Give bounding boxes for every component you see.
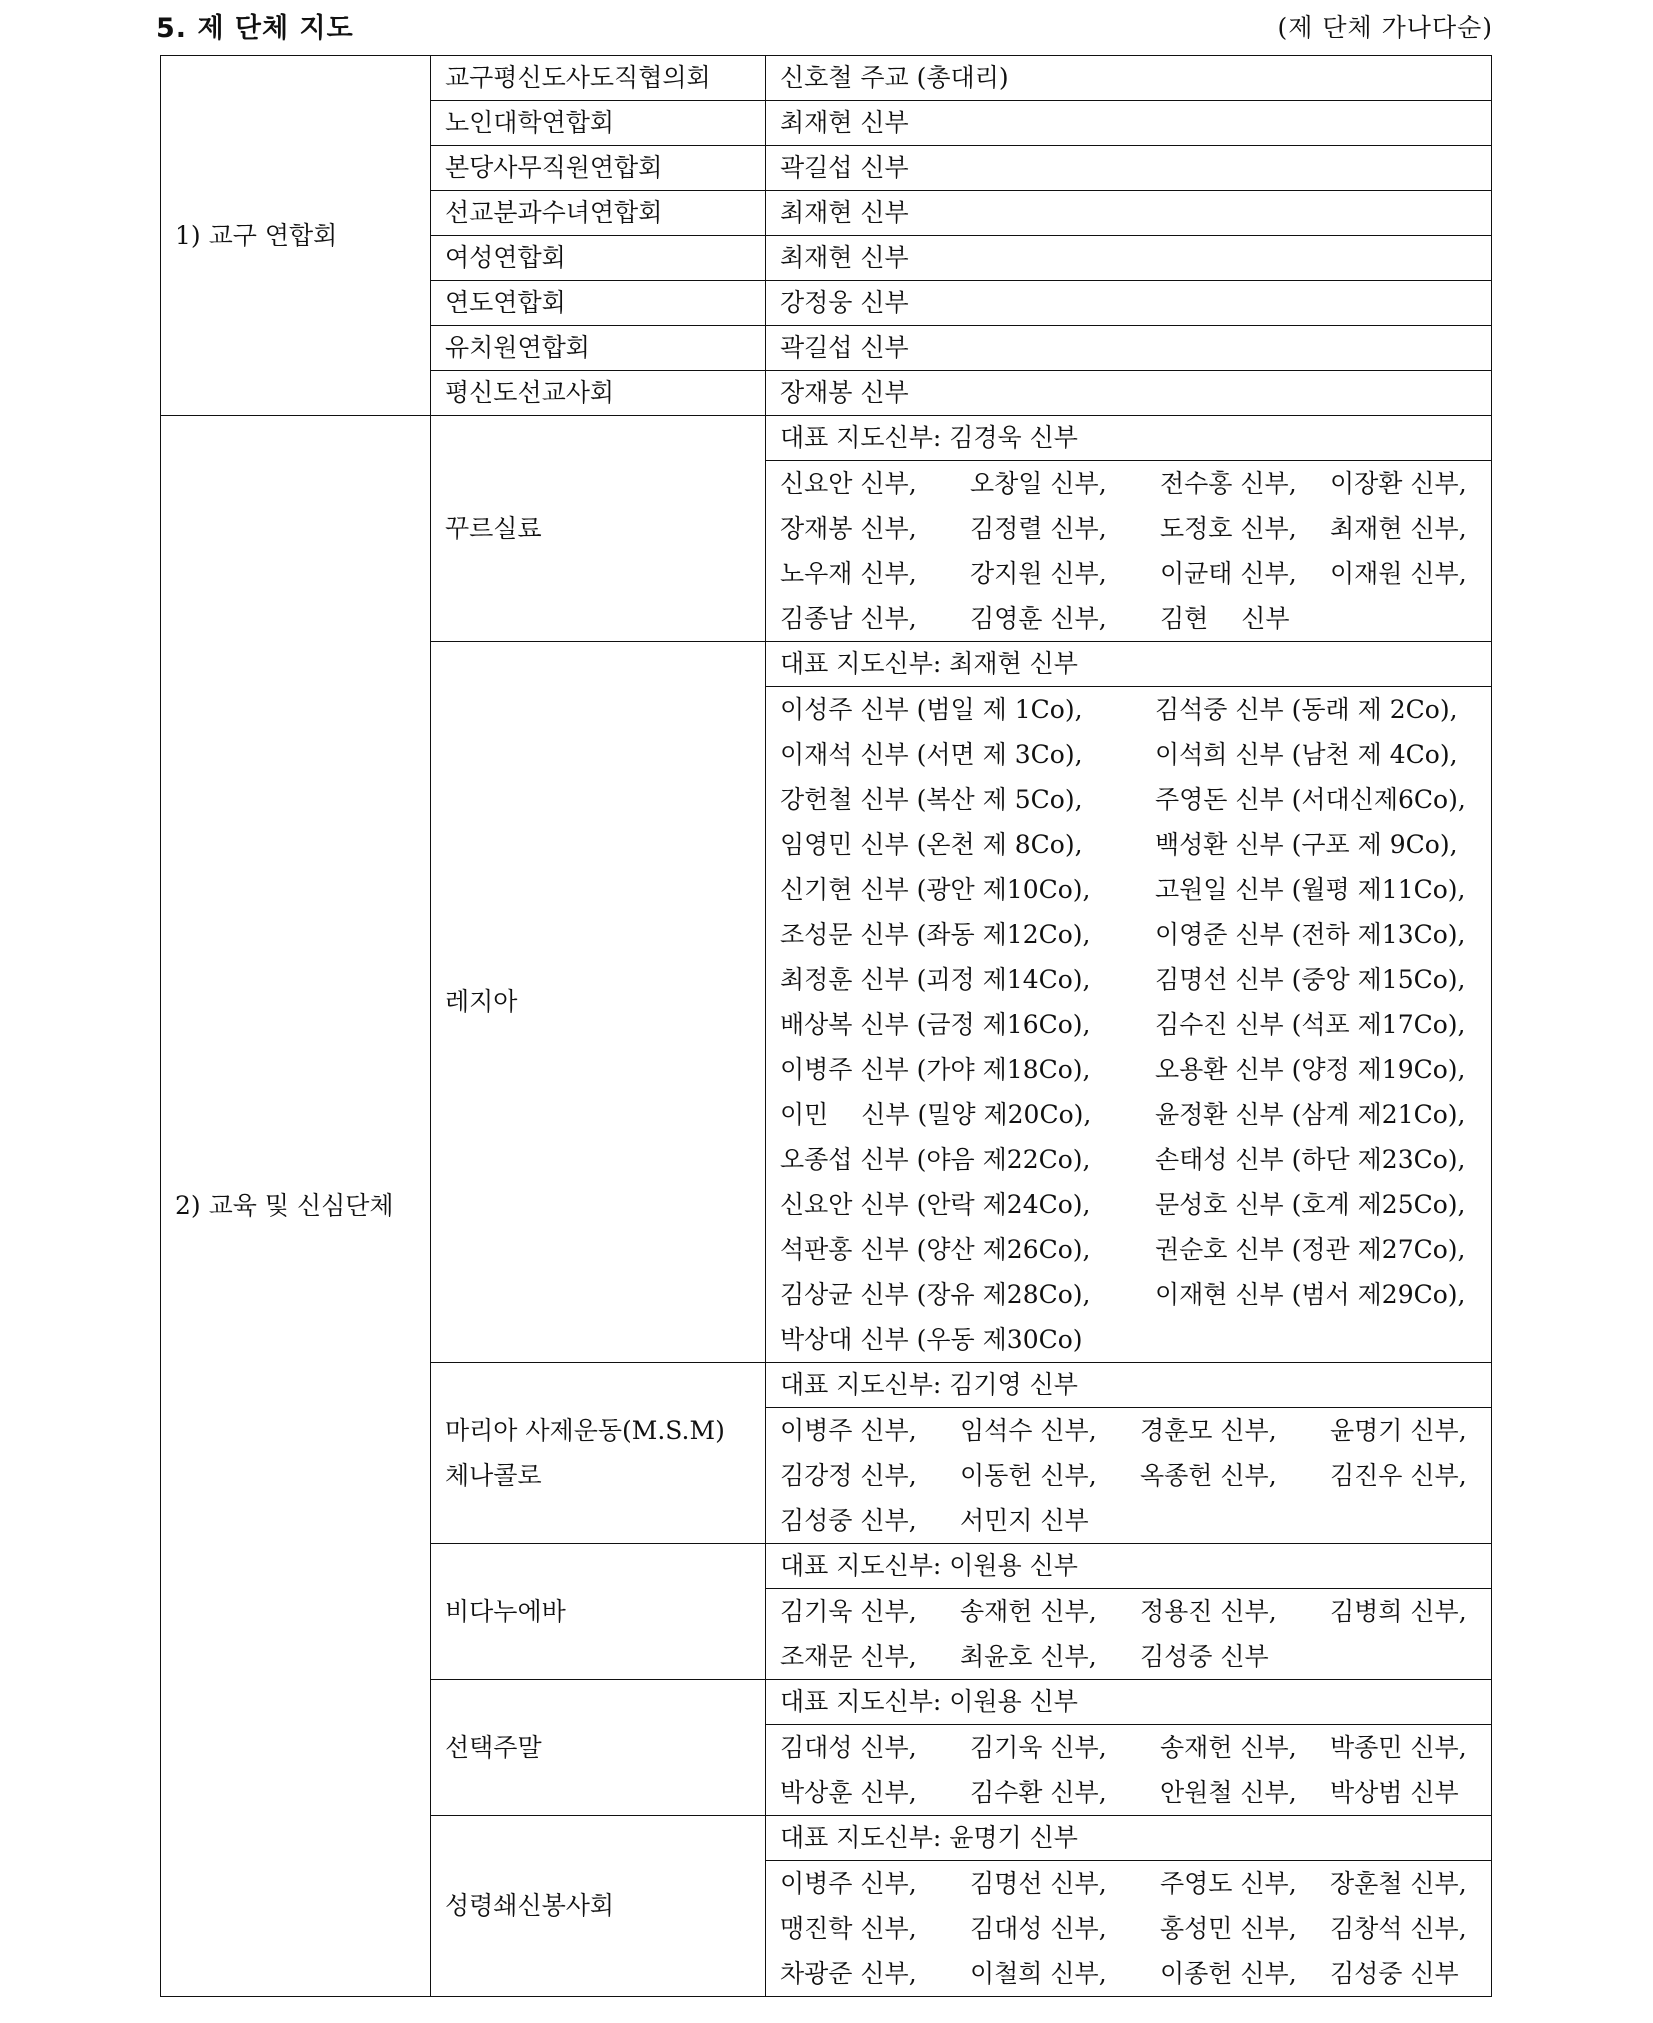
- member-name: 김성중 신부: [1330, 1959, 1459, 1988]
- member-name: 고원일 신부 (월평 제11Co),: [1155, 875, 1466, 904]
- member-name: 차광준 신부,: [780, 1959, 917, 1988]
- member-name: 이재현 신부 (범서 제29Co),: [1155, 1280, 1466, 1309]
- director-name: 최재현 신부: [766, 191, 1492, 236]
- member-name: 안원철 신부,: [1160, 1778, 1297, 1807]
- member-name: 김병희 신부,: [1330, 1597, 1467, 1626]
- member-name: 윤명기 신부,: [1330, 1416, 1467, 1445]
- member-name: 강지원 신부,: [970, 559, 1107, 588]
- member-name: 오종섭 신부 (야음 제22Co),: [780, 1145, 1091, 1174]
- member-name: 배상복 신부 (금정 제16Co),: [780, 1010, 1091, 1039]
- member-list: [766, 1408, 1492, 1544]
- member-name: 김기욱 신부,: [780, 1597, 917, 1626]
- member-name: 노우재 신부,: [780, 559, 917, 588]
- member-name: 김창석 신부,: [1330, 1914, 1467, 1943]
- member-name: 이재원 신부,: [1330, 559, 1467, 588]
- lead-director: 대표 지도신부: 윤명기 신부: [766, 1816, 1492, 1861]
- director-name: 곽길섭 신부: [766, 146, 1492, 191]
- member-name: 박상대 신부 (우동 제30Co): [780, 1325, 1083, 1354]
- member-list: [766, 1861, 1492, 1997]
- member-name: 김석중 신부 (동래 제 2Co),: [1155, 695, 1458, 724]
- member-name: 김대성 신부,: [970, 1914, 1107, 1943]
- category-education-devotion: 2) 교육 및 신심단체: [161, 416, 431, 1997]
- member-name: 전수홍 신부,: [1160, 469, 1297, 498]
- member-name: 김기욱 신부,: [970, 1733, 1107, 1762]
- member-name: 박상훈 신부,: [780, 1778, 917, 1807]
- org-name: 비다누에바: [431, 1544, 766, 1680]
- member-name: 김명선 신부 (중앙 제15Co),: [1155, 965, 1466, 994]
- org-name-line2: 체나콜로: [445, 1461, 542, 1490]
- sort-note: (제 단체 가나다순): [1277, 13, 1493, 42]
- member-name: 이종헌 신부,: [1160, 1959, 1297, 1988]
- member-name: 박상범 신부: [1330, 1778, 1459, 1807]
- org-name: 연도연합회: [431, 281, 766, 326]
- member-name: 도정호 신부,: [1160, 514, 1297, 543]
- member-name: 김성중 신부: [1140, 1642, 1269, 1671]
- director-name: 최재현 신부: [766, 101, 1492, 146]
- member-name: 권순호 신부 (정관 제27Co),: [1155, 1235, 1466, 1264]
- director-name: 강정웅 신부: [766, 281, 1492, 326]
- org-name: 레지아: [431, 642, 766, 1363]
- member-name: 이민 신부 (밀양 제20Co),: [780, 1100, 1092, 1129]
- member-name: 김영훈 신부,: [970, 604, 1107, 633]
- lead-director: 대표 지도신부: 김기영 신부: [766, 1363, 1492, 1408]
- member-name: 송재헌 신부,: [960, 1597, 1097, 1626]
- member-name: 서민지 신부: [960, 1506, 1089, 1535]
- org-name: 성령쇄신봉사회: [431, 1816, 766, 1997]
- member-name: 김수진 신부 (석포 제17Co),: [1155, 1010, 1466, 1039]
- director-name: 장재봉 신부: [766, 371, 1492, 416]
- member-name: 맹진학 신부,: [780, 1914, 917, 1943]
- lead-director: 대표 지도신부: 이원용 신부: [766, 1680, 1492, 1725]
- org-name: 본당사무직원연합회: [431, 146, 766, 191]
- member-list: [766, 461, 1492, 642]
- member-name: 장재봉 신부,: [780, 514, 917, 543]
- table-row: [161, 56, 1492, 101]
- member-name: 이재석 신부 (서면 제 3Co),: [780, 740, 1083, 769]
- member-name: 김대성 신부,: [780, 1733, 917, 1762]
- member-name: 오용환 신부 (양정 제19Co),: [1155, 1055, 1466, 1084]
- member-name: 이병주 신부 (가야 제18Co),: [780, 1055, 1091, 1084]
- member-name: 조재문 신부,: [780, 1642, 917, 1671]
- member-name: 이영준 신부 (전하 제13Co),: [1155, 920, 1466, 949]
- member-name: 김정렬 신부,: [970, 514, 1107, 543]
- member-name: 이석희 신부 (남천 제 4Co),: [1155, 740, 1458, 769]
- member-name: 신요안 신부 (안락 제24Co),: [780, 1190, 1091, 1219]
- director-name: 최재현 신부: [766, 236, 1492, 281]
- member-name: 문성호 신부 (호계 제25Co),: [1155, 1190, 1466, 1219]
- org-name: [431, 1363, 766, 1544]
- member-name: 김종남 신부,: [780, 604, 917, 633]
- member-name: 장훈철 신부,: [1330, 1869, 1467, 1898]
- org-name: 노인대학연합회: [431, 101, 766, 146]
- member-name: 신요안 신부,: [780, 469, 917, 498]
- member-name: 김강정 신부,: [780, 1461, 917, 1490]
- director-name: 곽길섭 신부: [766, 326, 1492, 371]
- member-name: 이성주 신부 (범일 제 1Co),: [780, 695, 1083, 724]
- member-name: 윤정환 신부 (삼계 제21Co),: [1155, 1100, 1466, 1129]
- member-name: 최재현 신부,: [1330, 514, 1467, 543]
- member-name: 이균태 신부,: [1160, 559, 1297, 588]
- org-name-line1: 마리아 사제운동(M.S.M): [445, 1416, 725, 1445]
- organization-director-table: [160, 55, 1492, 1997]
- member-name: 김수환 신부,: [970, 1778, 1107, 1807]
- org-name: 유치원연합회: [431, 326, 766, 371]
- member-name: 경훈모 신부,: [1140, 1416, 1277, 1445]
- member-name: 임석수 신부,: [960, 1416, 1097, 1445]
- member-name: 최윤호 신부,: [960, 1642, 1097, 1671]
- member-name: 오창일 신부,: [970, 469, 1107, 498]
- director-name: 신호철 주교 (총대리): [766, 56, 1492, 101]
- member-name: 최정훈 신부 (괴정 제14Co),: [780, 965, 1091, 994]
- member-name: 옥종헌 신부,: [1140, 1461, 1277, 1490]
- member-name: 이장환 신부,: [1330, 469, 1467, 498]
- member-name: 이병주 신부,: [780, 1869, 917, 1898]
- member-name: 강헌철 신부 (복산 제 5Co),: [780, 785, 1083, 814]
- org-name: 선택주말: [431, 1680, 766, 1816]
- member-name: 홍성민 신부,: [1160, 1914, 1297, 1943]
- lead-director: 대표 지도신부: 이원용 신부: [766, 1544, 1492, 1589]
- org-name: 여성연합회: [431, 236, 766, 281]
- org-name: 꾸르실료: [431, 416, 766, 642]
- member-name: 신기현 신부 (광안 제10Co),: [780, 875, 1091, 904]
- member-name: 박종민 신부,: [1330, 1733, 1467, 1762]
- member-list: [766, 1589, 1492, 1680]
- member-name: 이철희 신부,: [970, 1959, 1107, 1988]
- lead-director: 대표 지도신부: 최재현 신부: [766, 642, 1492, 687]
- member-name: 백성환 신부 (구포 제 9Co),: [1155, 830, 1458, 859]
- member-name: 김성중 신부,: [780, 1506, 917, 1535]
- org-name: 평신도선교사회: [431, 371, 766, 416]
- member-name: 임영민 신부 (온천 제 8Co),: [780, 830, 1083, 859]
- member-list: [766, 687, 1492, 1363]
- category-diocesan-federation: 1) 교구 연합회: [161, 56, 431, 416]
- member-name: 주영돈 신부 (서대신제6Co),: [1155, 785, 1466, 814]
- member-name: 석판홍 신부 (양산 제26Co),: [780, 1235, 1091, 1264]
- member-name: 이동헌 신부,: [960, 1461, 1097, 1490]
- member-name: 손태성 신부 (하단 제23Co),: [1155, 1145, 1466, 1174]
- section-title: 5. 제 단체 지도: [156, 13, 354, 44]
- member-name: 김현 신부: [1160, 604, 1290, 633]
- org-name: 선교분과수녀연합회: [431, 191, 766, 236]
- member-list: [766, 1725, 1492, 1816]
- org-name: 교구평신도사도직협의회: [431, 56, 766, 101]
- member-name: 김상균 신부 (장유 제28Co),: [780, 1280, 1091, 1309]
- member-name: 김진우 신부,: [1330, 1461, 1467, 1490]
- member-name: 정용진 신부,: [1140, 1597, 1277, 1626]
- member-name: 주영도 신부,: [1160, 1869, 1297, 1898]
- table-row: [161, 416, 1492, 461]
- member-name: 조성문 신부 (좌동 제12Co),: [780, 920, 1091, 949]
- member-name: 송재헌 신부,: [1160, 1733, 1297, 1762]
- member-name: 이병주 신부,: [780, 1416, 917, 1445]
- lead-director: 대표 지도신부: 김경욱 신부: [766, 416, 1492, 461]
- member-name: 김명선 신부,: [970, 1869, 1107, 1898]
